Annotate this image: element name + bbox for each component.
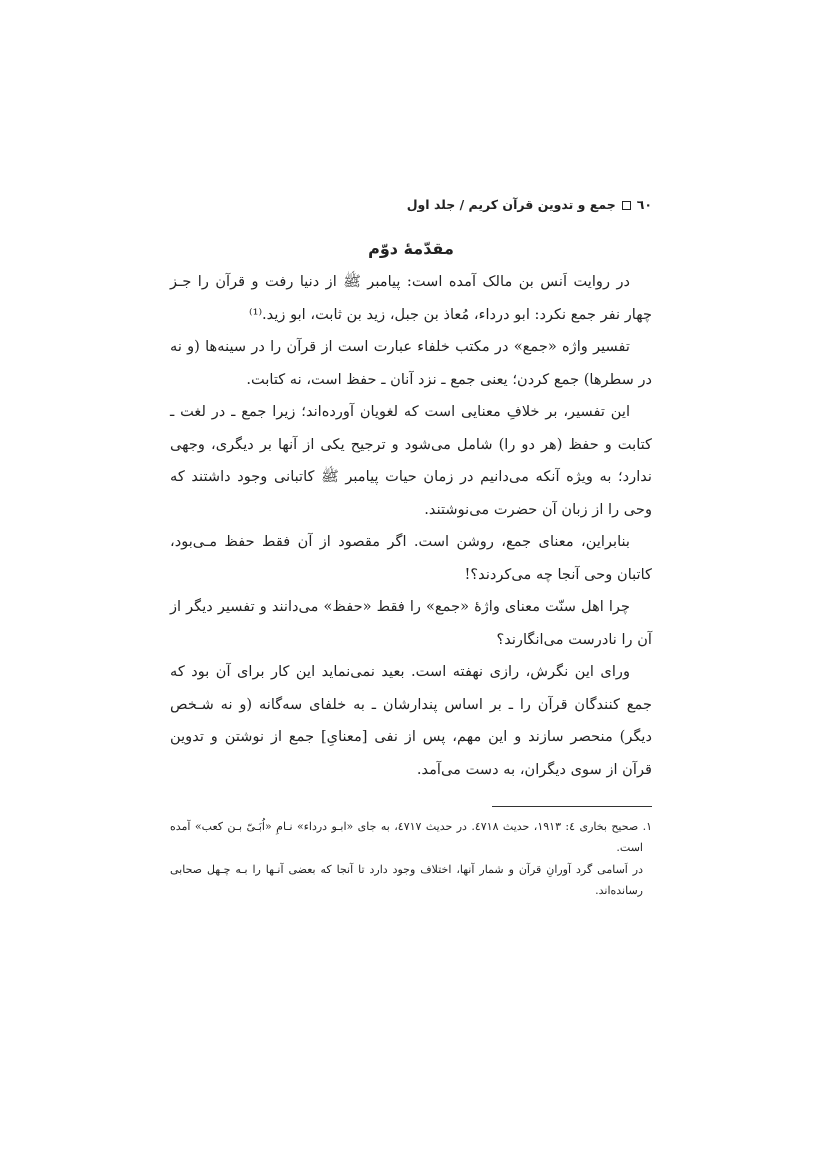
running-header [170, 195, 652, 215]
footnote-divider [492, 806, 652, 807]
book-title: جمع و تدوین قرآن کریم / جلد اول [406, 197, 616, 212]
square-separator-icon [622, 201, 631, 210]
paragraph: چرا اهل سنّت معنای واژهٔ «جمع» را فقط «حفظ» می‌دانند و تفسیر دیگر از آن را نادرست می‌انگارند؟ [170, 598, 652, 648]
page-number: ٦٠ [636, 197, 652, 212]
footnotes [170, 817, 652, 901]
paragraph: این تفسیر، بر خلافِ معنایی است که لغویان آورده‌اند؛ زیرا جمع ـ در لغت ـ کتابت و حفظ (هر دو را) شامل می‌شود و ترجیح یکی از آنها بر دیگری، وجهی ندارد؛ به ویژه آنکه می‌دانیم در زمان حیات پیامبر ﷺ کاتبانی وجود داشتند که وحی را از زبان آن حضرت می‌نوشتند. [170, 403, 652, 518]
body-text [170, 266, 652, 786]
paragraph: تفسیر واژه «جمع» در مکتب خلفاء عبارت است از قرآن را در سینه‌ها (و نه در سطرها) جمع کردن؛ یعنی جمع ـ نزد آنان ـ حفظ است، نه کتابت. [170, 338, 652, 388]
document-page [170, 195, 652, 901]
footnote: در اَسامی گرد آورانِ قرآن و شمار آنها، اختلاف وجود دارد تا آنجا که بعضی آنـها را بـه چـهل صحابی رسانده‌اند. [170, 863, 643, 897]
footnote: ١. صحیح بخاری ٤: ١٩١٣، حدیث ٤٧١٨. در حدیث ٤٧١٧، به جای «ابـو درداء» نـامِ «اُبَـیّ بـن کعب» آمده است. [170, 820, 653, 854]
paragraph: ورای این نگرش، رازی نهفته است. بعید نمی‌نماید این کار برای آن بود که جمع کنندگان قرآن را ـ بر اساس پندارشان ـ به خلفای سه‌گانه (و نه شـخص دیگر) منحصر سازند و این مهم، پس از نفی [معنایِ] جمع از نوشتن و تدوین قرآن از سوی دیگران، به دست می‌آمد. [170, 663, 652, 778]
paragraph: بنابراین، معنای جمع، روشن است. اگر مقصود از آن فقط حفظ مـی‌بود، کاتبان وحی آنجا چه می‌کردند؟! [170, 533, 652, 583]
section-title: مقدّمهٔ دوّم [368, 239, 454, 258]
paragraph: در روایت اَنس بن مالک آمده است: پیامبر ﷺ از دنیا رفت و قرآن را جـز چهار نفر جمع نکرد: ابو درداء، مُعاذ بن جبل، زید بن ثابت، ابو زید.⁽¹⁾ [170, 273, 652, 323]
